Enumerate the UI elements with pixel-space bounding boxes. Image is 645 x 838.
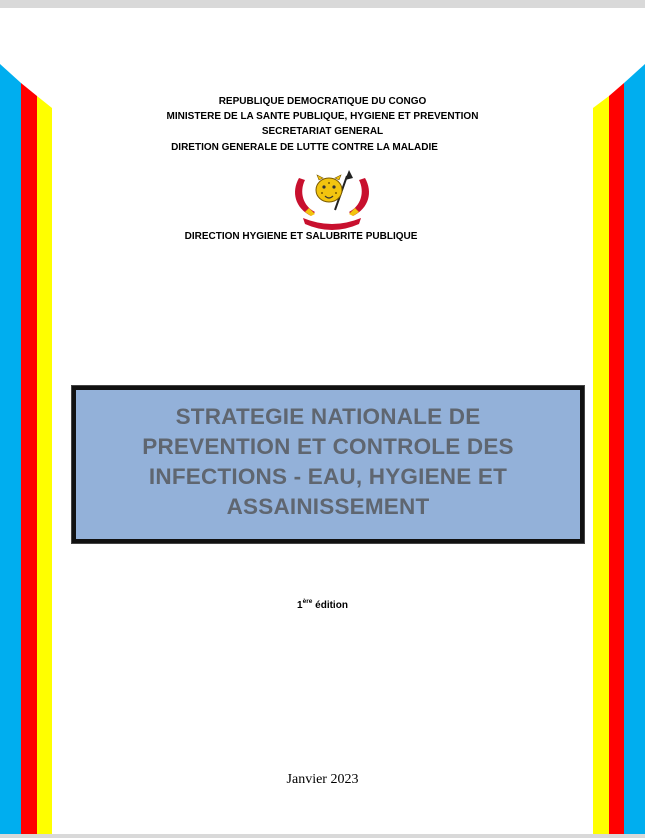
viewer-bottom-bar — [0, 834, 645, 838]
header-republic: REPUBLIQUE DEMOCRATIQUE DU CONGO — [218, 96, 427, 107]
edition-word: édition — [312, 600, 348, 611]
coat-of-arms-icon — [289, 168, 375, 238]
title-line-3: INFECTIONS - EAU, HYGIENE ET — [148, 464, 508, 489]
viewer-top-bar — [0, 0, 645, 8]
title-line-4: ASSAINISSEMENT — [226, 494, 430, 519]
direction-hygiene: DIRECTION HYGIENE ET SALUBRITE PUBLIQUE — [184, 231, 418, 242]
title-line-1: STRATEGIE NATIONALE DE — [175, 404, 481, 429]
document-page — [0, 8, 645, 834]
left-yellow-stripe — [37, 96, 52, 834]
left-blue-stripe — [0, 64, 21, 834]
header-ministry: MINISTERE DE LA SANTE PUBLIQUE, HYGIENE ET PREVENTION — [166, 111, 479, 122]
edition-label — [0, 598, 645, 611]
title-box — [72, 386, 584, 543]
edition-number: 1 — [297, 600, 303, 611]
right-red-stripe — [609, 83, 624, 834]
left-red-stripe — [21, 83, 37, 834]
header-direction-generale: DIRETION GENERALE DE LUTTE CONTRE LA MALADIE — [171, 142, 438, 153]
publication-date: Janvier 2023 — [286, 772, 359, 787]
header-secretariat: SECRETARIAT GENERAL — [261, 126, 384, 137]
document-title — [76, 402, 580, 522]
title-line-2: PREVENTION ET CONTROLE DES — [142, 434, 514, 459]
edition-superscript: ère — [302, 598, 313, 605]
right-yellow-stripe — [593, 96, 609, 834]
right-blue-stripe — [624, 64, 645, 834]
